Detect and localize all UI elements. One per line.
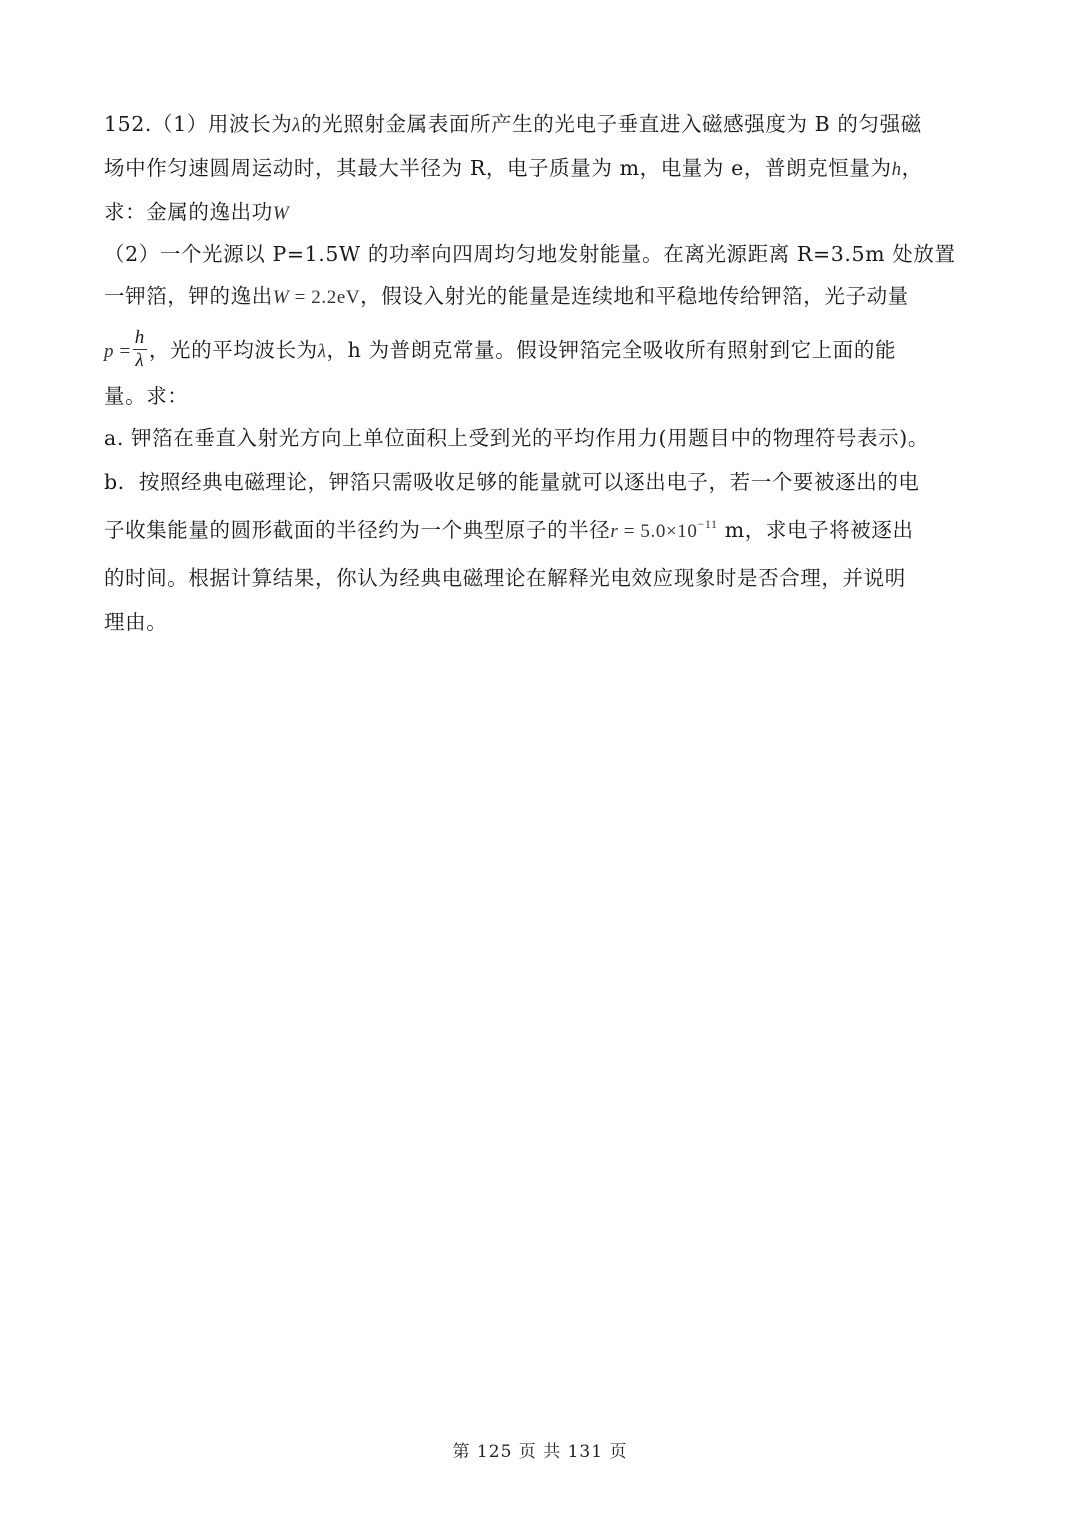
- part1-text-d: ，: [901, 156, 923, 180]
- problem-line-9: [104, 466, 920, 498]
- momentum-symbol: p: [104, 341, 115, 362]
- part1-text-c: 场中作匀速圆周运动时，其最大半径为 R，电子质量为 m，电量为 e，普朗克恒量为: [104, 156, 892, 180]
- problem-line-3: [104, 196, 289, 230]
- momentum-fraction: [133, 327, 147, 372]
- subquestion-b-5: 理由。: [104, 610, 168, 634]
- work-function-symbol: W: [272, 203, 290, 224]
- planck-symbol: h: [891, 159, 902, 180]
- fraction-numerator: h: [134, 327, 145, 348]
- lambda-symbol: λ: [292, 115, 302, 136]
- subquestion-b-2: 子收集能量的圆形截面的半径约为一个典型原子的半径: [104, 518, 611, 542]
- subquestion-a: a. 钾箔在垂直入射光方向上单位面积上受到光的平均作用力(用题目中的物理符号表示)。: [104, 426, 929, 450]
- work-function-symbol-2: W: [272, 287, 290, 308]
- problem-line-11: [104, 562, 906, 594]
- subquestion-b-3: m，求电子将被逐出: [717, 518, 914, 542]
- problem-number: 152.: [104, 112, 153, 136]
- problem-line-2: [104, 152, 923, 186]
- page-footer: [0, 1437, 1080, 1462]
- subquestion-b-4: 的时间。根据计算结果，你认为经典电磁理论在解释光电效应现象时是否合理，并说明: [104, 566, 906, 590]
- subquestion-b-1: b．按照经典电磁理论，钾箔只需吸收足够的能量就可以逐出电子，若一个要被逐出的电: [104, 470, 920, 494]
- problem-line-8: [104, 422, 929, 454]
- problem-line-6: [104, 326, 896, 376]
- part2-intro: （2）一个光源以 P=1.5W 的功率向四周均匀地发射能量。在离光源距离 R=3.5m 处放置: [104, 242, 956, 266]
- radius-exponent: −11: [697, 517, 718, 531]
- work-function-value: = 2.2eV: [289, 287, 361, 308]
- problem-line-12: [104, 606, 167, 638]
- part2-text-a: 一钾箔，钾的逸出: [104, 284, 273, 308]
- problem-line-5: [104, 280, 909, 314]
- momentum-equals: =: [114, 341, 131, 362]
- part2-question-lead: 量。求：: [104, 384, 189, 408]
- problem-line-10: [104, 514, 914, 549]
- problem-line-1: [104, 108, 922, 142]
- problem-line-4: [104, 238, 956, 270]
- part1-question: 求：金属的逸出功: [104, 200, 273, 224]
- radius-value: = 5.0×10: [618, 521, 698, 542]
- part1-text-b: 的光照射金属表面所产生的光电子垂直进入磁感强度为 B 的匀强磁: [301, 112, 922, 136]
- part2-text-c: ，光的平均波长为: [148, 338, 318, 362]
- problem-line-7: [104, 380, 188, 412]
- page-number: 第 125 页 共 131 页: [452, 1442, 628, 1462]
- radius-symbol: r: [610, 521, 619, 542]
- part2-text-d: ，h 为普朗克常量。假设钾箔完全吸收所有照射到它上面的能: [326, 338, 897, 362]
- part2-text-b: ，假设入射光的能量是连续地和平稳地传给钾箔，光子动量: [360, 284, 909, 308]
- fraction-denominator: λ: [135, 350, 145, 371]
- lambda-symbol-2: λ: [317, 341, 327, 362]
- part1-text-a: （1）用波长为: [152, 112, 293, 136]
